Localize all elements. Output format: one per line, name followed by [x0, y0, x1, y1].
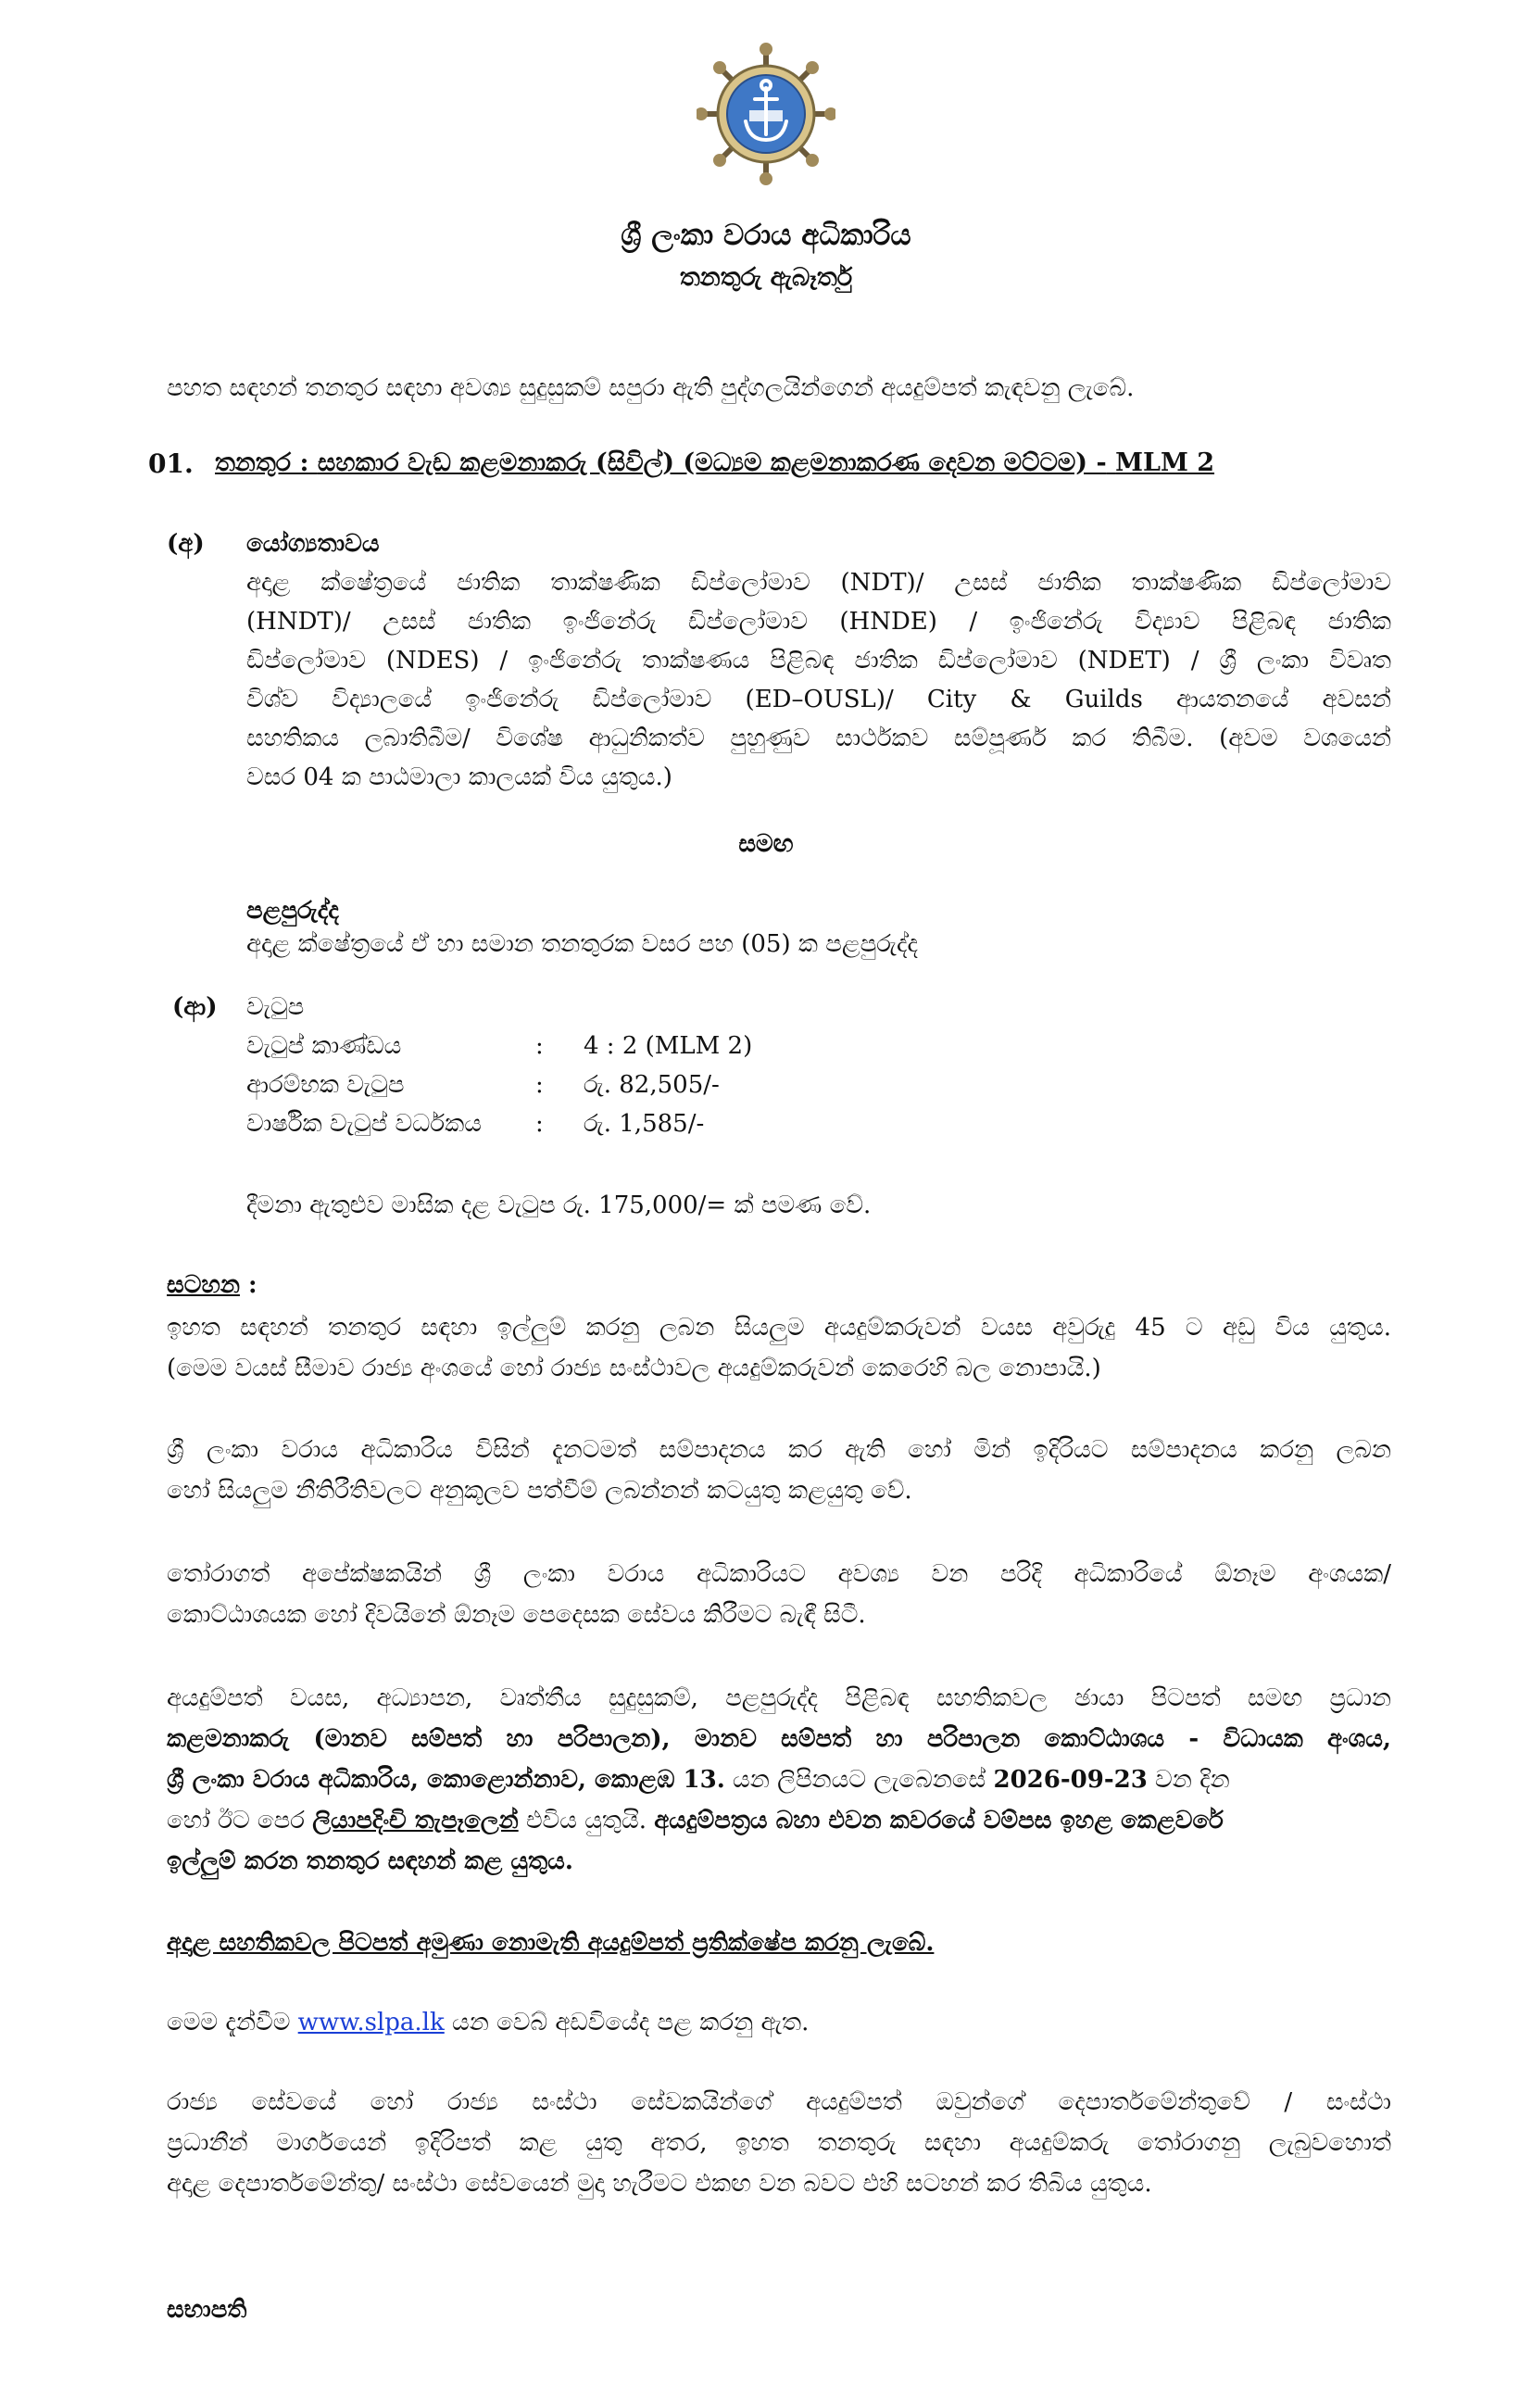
notes-heading-colon: :	[248, 1271, 257, 1299]
notes-para2-line: හෝ සියලුම නීතිරීතිවලට අනුකූලව පත්වීම් ලබන්නන් කටයුතු කළයුතු වේ.	[167, 1477, 912, 1505]
address-text: ශ්‍රී ලංකා වරාය අධිකාරිය, කොළොන්නාව, කොළඹ 13.	[167, 1766, 725, 1794]
salary-row-value: රු. 1,585/-	[584, 1110, 705, 1138]
document-title: තනතුරු ඇබෑර්තු	[679, 263, 853, 292]
position-number: 01.	[148, 448, 194, 479]
slpa-logo-icon	[697, 26, 835, 230]
notes-para4-line	[167, 1807, 1224, 1835]
notes-para3-line: තෝරාගත් අපේක්ෂකයින් ශ්‍රී ලංකා වරාය අධිකාරියට අවශ්‍ය වන පරිදි අධිකාරියේ ඕනෑම අංශයක/	[167, 1560, 1391, 1588]
salary-row-value: 4 : 2 (MLM 2)	[584, 1032, 753, 1060]
salary-row-label: වැටුප් කාණ්ඩය	[246, 1032, 402, 1060]
salary-row-colon: :	[535, 1110, 544, 1138]
notes-para4-line: ඉල්ලුම් කරන තනතුර සඳහන් කළ යුතුය.	[167, 1847, 573, 1875]
allowance-note: දීමනා ඇතුළුව මාසික දළ වැටුප රු. 175,000/= ක් පමණ වේ.	[246, 1191, 872, 1219]
notes-para2-line: ශ්‍රී ලංකා වරාය අධිකාරිය විසින් දැනටමත් සම්පාදනය කර ඇති හෝ මින් ඉදිරියට සම්පාදනය කරනු ලබන	[167, 1436, 1391, 1464]
notes-para4-line: කළමනාකරු (මානව සම්පත් හා පරිපාලන), මානව සම්පත් හා පරිපාලන කොට්ඨාශය - විධායක අංශය,	[167, 1725, 1391, 1753]
website-suffix: යන වෙබ් අඩවියේද පළ කරනු ඇත.	[444, 2009, 810, 2036]
notes-para5-line: රාජ්‍ය සේවයේ හෝ රාජ්‍ය සංස්ථා සේවකයින්ගේ අයදුම්පත් ඔවුන්ගේ දෙපාර්තමේන්තුවේ / සංස්ථා	[167, 2088, 1391, 2116]
rejection-note: අදාළ සහතිකවල පිටපත් අමුණා නොමැති අයදුම්පත් ප්‍රතික්ෂේප කරනු ලැබේ.	[167, 1929, 935, 1957]
position-title: සහකාර වැඩ කළමනාකරු (සිවිල්) (මධ්‍යම කළමනාකරණ දෙවන මට්ටම) -	[317, 448, 1107, 477]
notes-para1-line: (මෙම වයස් සීමාව රාජ්‍ය අංශයේ හෝ රාජ්‍ය සංස්ථාවල අයදුම්කරුවන් කෙරෙහි බල නොපායි.)	[167, 1355, 1101, 1382]
salary-heading: වැටුප	[246, 993, 305, 1021]
qualification-line: විශ්ව විද්‍යාලයේ ඉංජිනේරු ඩිප්ලෝමාව (ED–OUSL)/ City & Guilds ආයතනයේ අවසන්	[246, 686, 1391, 713]
qualification-line: (HNDT)/ උසස් ජාතික ඉංජිනේරු ඩිප්ලෝමාව (HNDE) / ඉංජිනේරු විද්‍යාව පිළිබඳ ජාතික	[246, 608, 1391, 636]
qualification-line: අදාළ ක්ෂේත්‍රයේ ජාතික තාක්ෂණික ඩිප්ලෝමාව (NDT)/ උසස් ජාතික තාක්ෂණික ඩිප්ලෝමාව	[246, 569, 1391, 597]
before-text: හෝ ඊට පෙර	[167, 1807, 313, 1834]
envelope-instruction: අයදුම්පත්‍රය බහා එවන කවරයේ වම්පස ඉහළ කෙළවරේ	[654, 1807, 1224, 1834]
position-heading	[215, 448, 1214, 478]
notes-para4-line	[167, 1766, 1230, 1795]
salary-row-label: ආරම්භක වැටුප	[246, 1071, 405, 1099]
website-link[interactable]: www.slpa.lk	[297, 2009, 445, 2036]
salary-marker: (ආ)	[172, 993, 218, 1021]
signatory: සභාපති	[167, 2296, 247, 2324]
qualification-line: වසර 04 ක පාඨමාලා කාලයක් විය යුතුය.)	[246, 763, 672, 791]
deadline-suffix: වන දින	[1147, 1766, 1230, 1794]
deadline-intro: යන ලිපිනයට ලැබෙනසේ	[724, 1766, 994, 1794]
notes-heading	[167, 1271, 257, 1300]
salary-row-label: වාර්ෂික වැටුප් වර්ධකය	[246, 1110, 482, 1138]
send-text: එවිය යුතුයි.	[518, 1807, 655, 1834]
salary-row-colon: :	[535, 1032, 544, 1060]
experience-text: අදාළ ක්ෂේත්‍රයේ ඒ හා සමාන තනතුරක වසර පහ (05) ක පළපුරුද්ද	[246, 930, 919, 958]
deadline-date: 2026-09-23	[993, 1766, 1148, 1794]
salary-row-value: රු. 82,505/-	[584, 1071, 720, 1099]
website-prefix: මෙම දැන්වීම	[167, 2009, 298, 2036]
position-label: තනතුර :	[215, 448, 309, 477]
organization-name: ශ්‍රී ලංකා වරාය අධිකාරිය	[621, 219, 911, 252]
experience-heading: පළපුරුද්ද	[246, 897, 339, 925]
notes-para5-line: ප්‍රධානීන් මාර්ගයෙන් ඉදිරිපත් කළ යුතු අතර, ඉහත තනතුරු සඳහා අයදුම්කරු තෝරාගනු ලැබුවහොත්	[167, 2129, 1391, 2157]
qualification-marker: (අ)	[167, 530, 205, 558]
notes-heading-text: සටහන	[167, 1271, 240, 1299]
qualification-heading: යෝග්‍යතාවය	[246, 530, 380, 558]
notes-para1-line: ඉහත සඳහන් තනතුර සඳහා ඉල්ලුම් කරනු ලබන සියලුම අයදුම්කරුවන් වයස අවුරුදු 45 ට අඩු විය යුතුය.	[167, 1314, 1391, 1342]
notes-para5-line: අදාළ දෙපාර්තමේන්තු/ සංස්ථා සේවයෙන් මුදා හැරීමට එකඟ වන බවට එහි සටහන් කර තිබිය යුතුය.	[167, 2170, 1152, 2198]
qualification-line: සහතිකය ලබාතිබීම/ විශේෂ ආධුනිකත්ව පුහුණුව සාර්ථකව සම්පූර්ණ කර තිබීම. (අවම වශයෙන්	[246, 725, 1391, 752]
qualification-line: ඩිප්ලෝමාව (NDES) / ඉංජිනේරු තාක්ෂණය පිළිබඳ ජාතික ඩිප්ලෝමාව (NDET) / ශ්‍රී ලංකා විවෘත	[246, 647, 1391, 674]
notes-para3-line: කොට්ඨාශයක හෝ දිවයිනේ ඕනෑම පෙදෙසක සේවය කිරීමට බැඳී සිටී.	[167, 1601, 866, 1629]
intro-text: පහත සඳහන් තනතුර සඳහා අවශ්‍ය සුදුසුකම් සපුරා ඇති පුද්ගලයින්ගෙන් අයදුම්පත් කැඳවනු ලැබේ.	[167, 374, 1135, 402]
website-note	[167, 2009, 809, 2037]
and-separator: සමඟ	[738, 830, 794, 858]
notes-para4-line: අයදුම්පත් වයස, අධ්‍යාපන, වෘත්තීය සුදුසුකම්, පළපුරුද්ද පිළිබඳ සහතිකවල ඡායා පිටපත් සමඟ ප්‍රධාන	[167, 1684, 1391, 1712]
position-grade: MLM 2	[1115, 448, 1215, 477]
salary-row-colon: :	[535, 1071, 544, 1099]
registered-post-text: ලියාපදිංචි තැපෑලෙන්	[312, 1807, 519, 1834]
